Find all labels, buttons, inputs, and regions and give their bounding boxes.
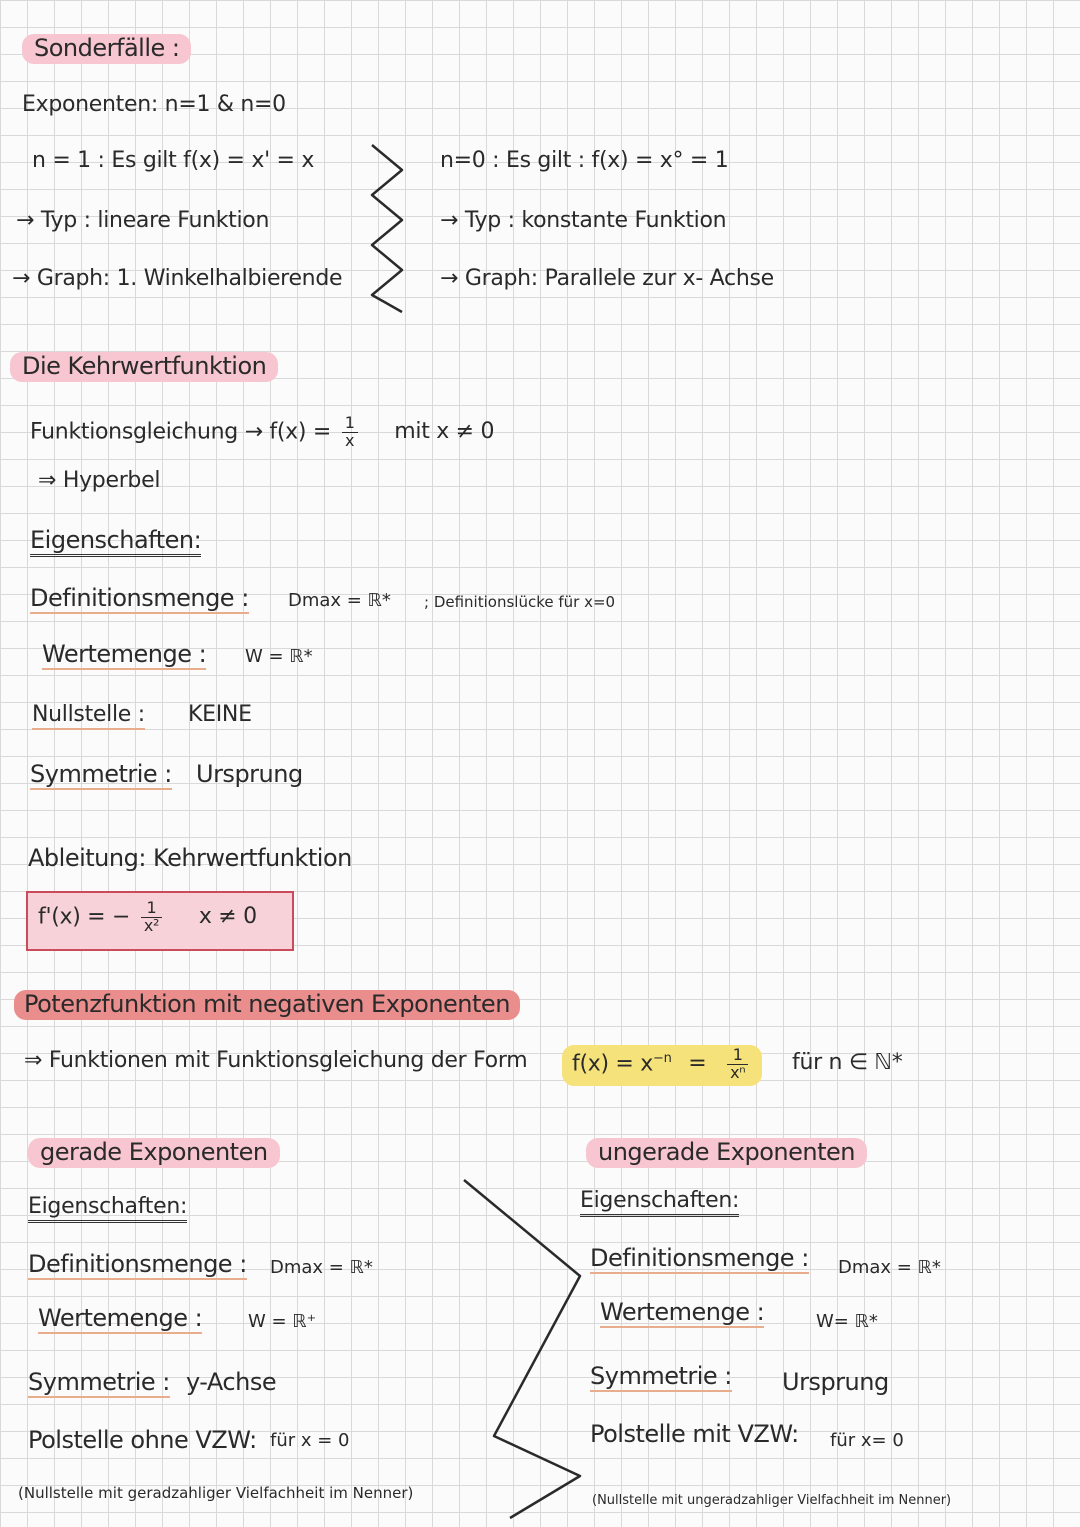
odd-def-label: Definitionsmenge : <box>590 1244 809 1272</box>
even-title: gerade Exponenten <box>28 1138 280 1168</box>
equation-label: Funktionsgleichung → f(x) = <box>30 419 331 445</box>
reciprocal-sym-label: Symmetrie : <box>30 760 172 788</box>
zigzag-divider-bottom <box>460 1176 590 1522</box>
reciprocal-properties-heading: Eigenschaften: <box>30 528 201 557</box>
equation-numerator: 1 <box>342 415 358 433</box>
equation-fraction <box>342 415 358 450</box>
special-right-line1: n=0 : Es gilt : f(x) = x° = 1 <box>440 148 729 173</box>
even-properties-heading: Eigenschaften: <box>28 1196 187 1223</box>
special-left-line2: → Typ : lineare Funktion <box>16 208 270 233</box>
reciprocal-def-label: Definitionsmenge : <box>30 584 249 612</box>
reciprocal-equation <box>30 415 494 450</box>
even-range-label: Wertemenge : <box>38 1304 203 1332</box>
even-sym-label: Symmetrie : <box>28 1368 170 1396</box>
special-right-line2: → Typ : konstante Funktion <box>440 208 727 233</box>
reciprocal-def-value: Dmax = ℝ* <box>288 590 391 611</box>
reciprocal-zero-label: Nullstelle : <box>32 704 145 730</box>
reciprocal-zero-value: KEINE <box>188 702 252 727</box>
form-numerator: 1 <box>727 1047 748 1065</box>
odd-note: (Nullstelle mit ungeradzahliger Vielfachheit im Nenner) <box>592 1493 952 1508</box>
reciprocal-title: Die Kehrwertfunktion <box>10 352 278 382</box>
special-right-line3: → Graph: Parallele zur x- Achse <box>440 266 774 291</box>
even-pole-label: Polstelle ohne VZW: <box>28 1426 257 1454</box>
odd-range-value: W= ℝ* <box>816 1311 878 1332</box>
exponents-line: Exponenten: n=1 & n=0 <box>22 92 286 117</box>
special-left-line3: → Graph: 1. Winkelhalbierende <box>12 266 343 291</box>
reciprocal-def-note: ; Definitionslücke für x=0 <box>424 593 616 611</box>
reciprocal-sym-value: Ursprung <box>196 760 303 788</box>
negative-form-condition: für n ∈ ℕ* <box>792 1050 903 1075</box>
odd-pole-label: Polstelle mit VZW: <box>590 1420 799 1448</box>
even-sym-value: y-Achse <box>186 1368 277 1396</box>
negative-form <box>562 1045 762 1086</box>
derivative-formula <box>38 900 257 935</box>
derivative-denominator: x² <box>143 915 160 935</box>
derivative-label: Ableitung: Kehrwertfunktion <box>28 844 352 872</box>
negative-intro: ⇒ Funktionen mit Funktionsgleichung der Form <box>24 1048 528 1073</box>
odd-title: ungerade Exponenten <box>586 1138 867 1168</box>
special-left-line1: n = 1 : Es gilt f(x) = x' = x <box>32 148 315 173</box>
zigzag-divider-top <box>362 140 412 315</box>
even-def-value: Dmax = ℝ* <box>270 1257 373 1278</box>
derivative-numerator: 1 <box>141 900 162 918</box>
odd-sym-label: Symmetrie : <box>590 1362 732 1390</box>
odd-def-value: Dmax = ℝ* <box>838 1257 941 1278</box>
odd-properties-heading: Eigenschaften: <box>580 1190 739 1217</box>
even-pole-value: für x = 0 <box>270 1430 350 1451</box>
derivative-condition: x ≠ 0 <box>198 904 257 930</box>
even-note: (Nullstelle mit geradzahliger Vielfachheit im Nenner) <box>18 1484 414 1502</box>
form-fraction <box>727 1047 748 1082</box>
reciprocal-range-label: Wertemenge : <box>42 640 207 668</box>
negative-title: Potenzfunktion mit negativen Exponenten <box>14 990 520 1020</box>
form-denominator: xⁿ <box>730 1062 746 1082</box>
form-equals: = <box>688 1051 707 1077</box>
hyperbel-line: ⇒ Hyperbel <box>38 468 161 493</box>
even-range-value: W = ℝ⁺ <box>248 1311 317 1332</box>
reciprocal-range-value: W = ℝ* <box>245 646 313 667</box>
derivative-fraction <box>141 900 162 935</box>
derivative-lhs: f'(x) = − <box>38 904 131 930</box>
equation-condition: mit x ≠ 0 <box>394 419 495 445</box>
even-def-label: Definitionsmenge : <box>28 1250 247 1278</box>
odd-pole-value: für x= 0 <box>830 1430 904 1451</box>
special-title: Sonderfälle : <box>22 34 191 64</box>
odd-sym-value: Ursprung <box>782 1368 889 1396</box>
equation-denominator: x <box>345 430 355 450</box>
form-lhs: f(x) = x <box>572 1051 653 1077</box>
form-exponent: −n <box>652 1050 672 1066</box>
odd-range-label: Wertemenge : <box>600 1298 765 1326</box>
